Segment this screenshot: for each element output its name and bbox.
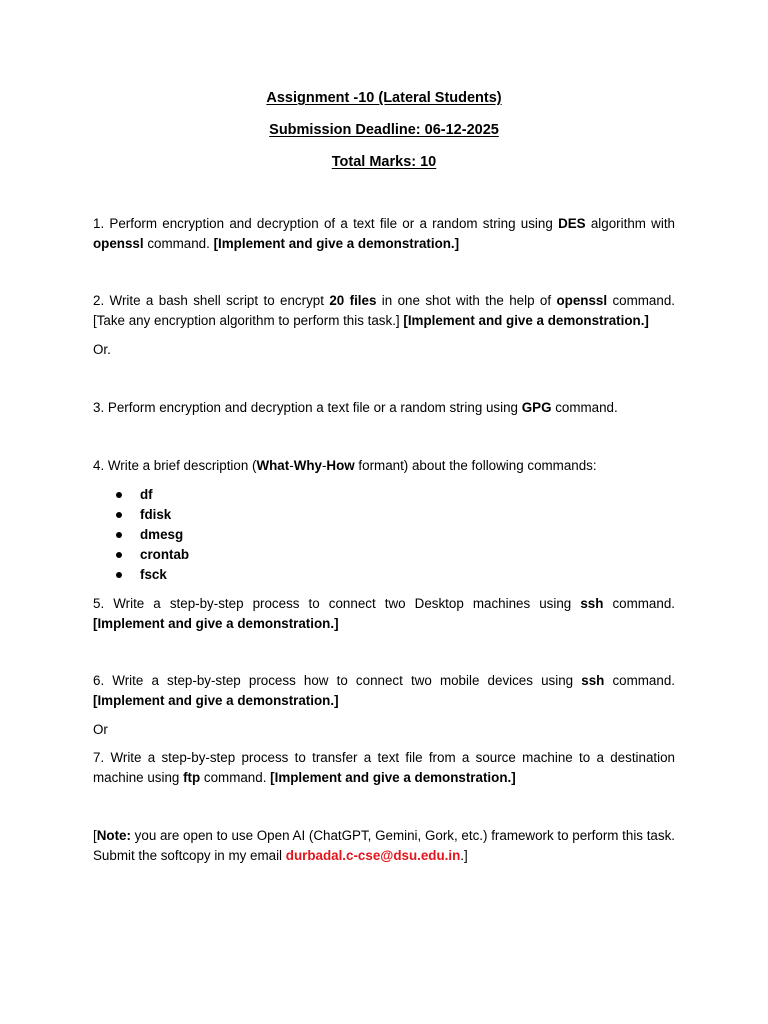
assignment-title: Assignment -10 (Lateral Students) — [266, 90, 502, 106]
bullet-dot-icon — [116, 572, 122, 578]
question-5: 5. Write a step-by-step process to connect two Desktop machines using ssh command. [Implement and give a demonstration.] — [93, 596, 675, 631]
bullet-dot-icon — [116, 492, 122, 498]
or-separator-1: Or. — [93, 342, 111, 357]
bullet-dot-icon — [116, 512, 122, 518]
bullet-dot-icon — [116, 532, 122, 538]
question-1: 1. Perform encryption and decryption of a text file or a random string using DES algorithm with openssl command. [Implement and give a demonstration.] — [93, 216, 676, 251]
question-2: 2. Write a bash shell script to encrypt 20 files in one shot with the help of openssl command. [Take any encryption algorithm to perform this task.] [Implement and give a demonstration.] — [93, 293, 675, 328]
question-4: 4. Write a brief description (What-Why-How formant) about the following commands: — [93, 458, 597, 473]
total-marks: Total Marks: 10 — [331, 154, 437, 170]
list-item: df — [93, 485, 493, 505]
list-item: fdisk — [93, 505, 493, 525]
or-separator-2: Or — [93, 722, 108, 737]
list-item: fsck — [93, 565, 493, 585]
question-3: 3. Perform encryption and decryption a text file or a random string using GPG command. — [93, 400, 618, 415]
note-paragraph: [Note: you are open to use Open AI (ChatGPT, Gemini, Gork, etc.) framework to perform this task. Submit the softcopy in my email durbadal.c-cse@dsu.edu.in.] — [93, 828, 675, 863]
question-6: 6. Write a step-by-step process how to connect two mobile devices using ssh command. [Implement and give a demonstration.] — [93, 673, 675, 708]
submission-deadline: Submission Deadline: 06-12-2025 — [269, 122, 499, 138]
question-7: 7. Write a step-by-step process to transfer a text file from a source machine to a destination machine using ftp command. [Implement and give a demonstration.] — [93, 750, 675, 785]
bullet-dot-icon — [116, 552, 122, 558]
list-item: dmesg — [93, 525, 493, 545]
command-list — [93, 485, 493, 585]
email-address: durbadal.c-cse@dsu.edu.in — [285, 848, 461, 863]
list-item: crontab — [93, 545, 493, 565]
